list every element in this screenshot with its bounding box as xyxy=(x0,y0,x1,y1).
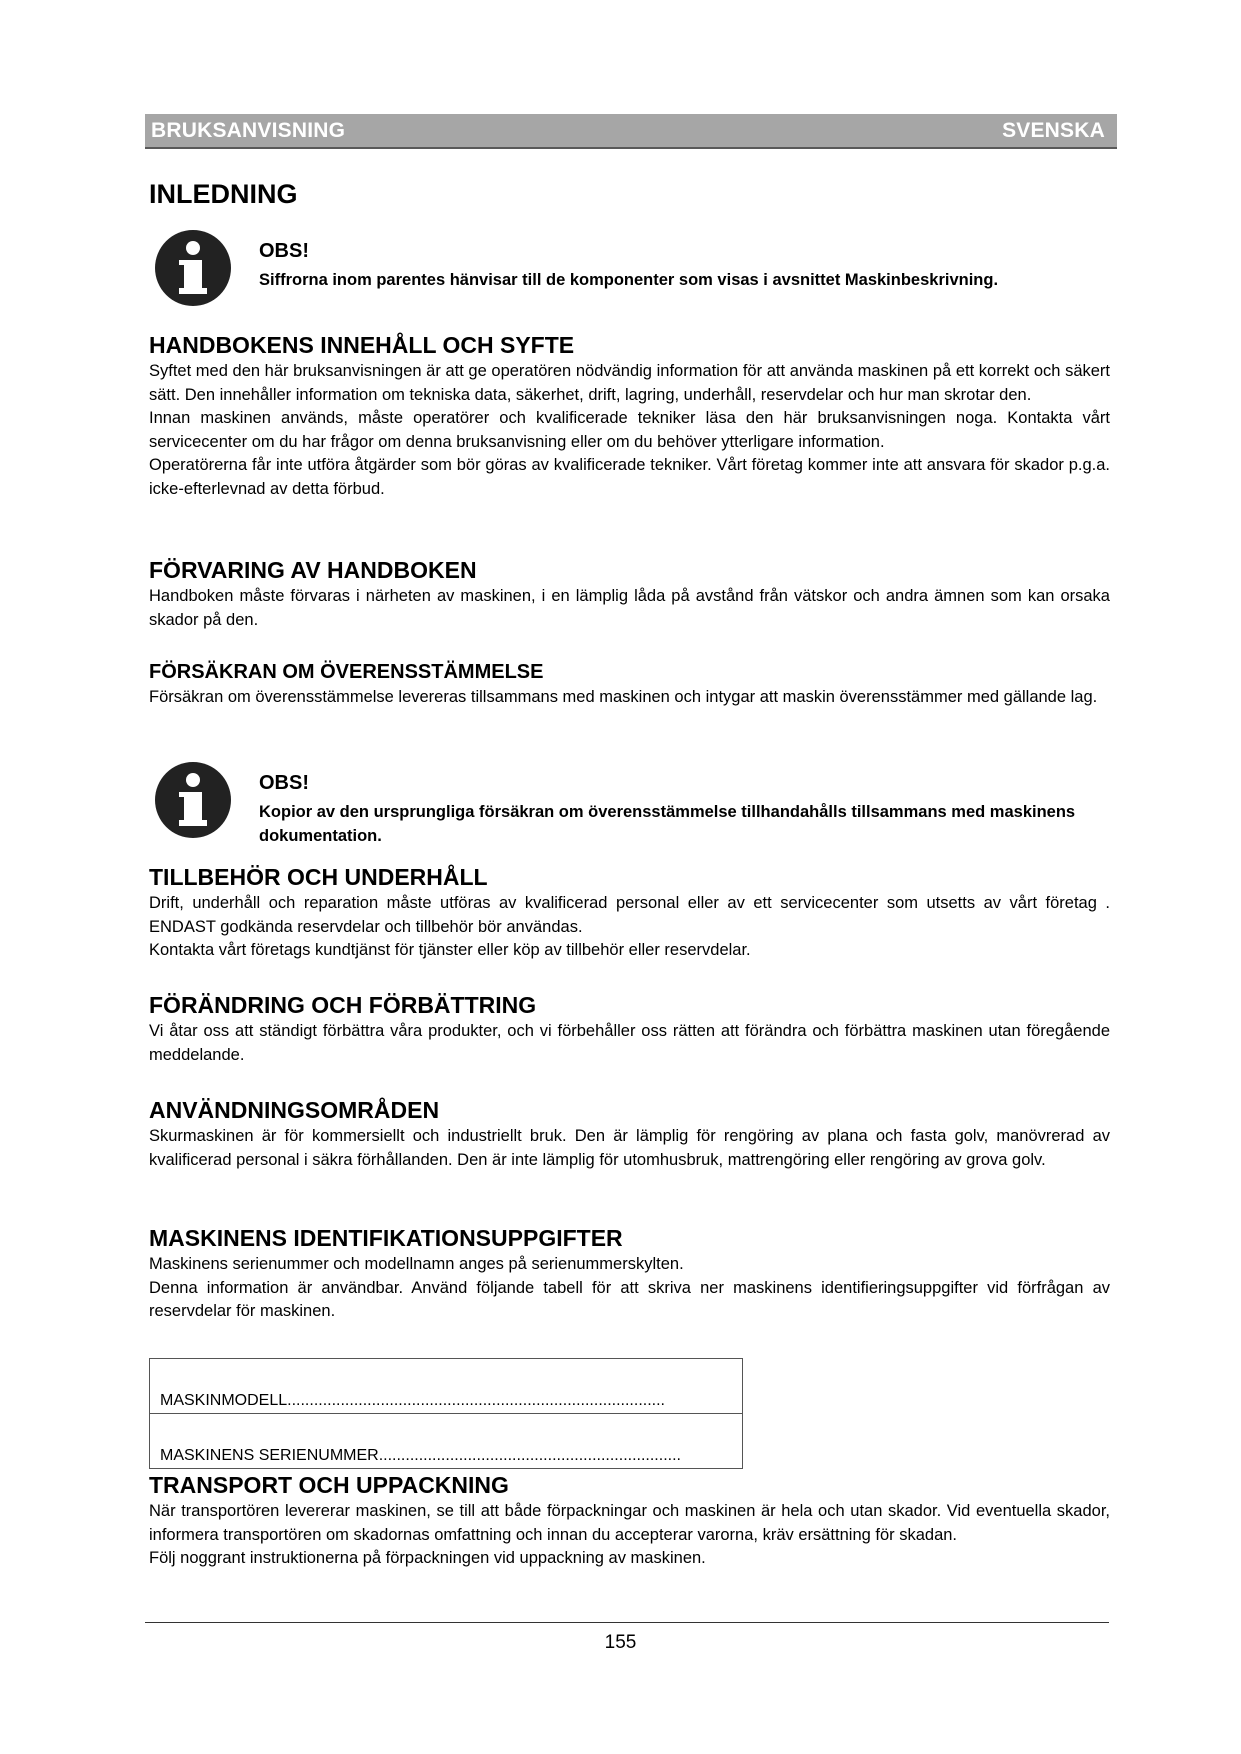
paragraph: Kontakta vårt företags kundtjänst för tjänster eller köp av tillbehör eller reservdelar. xyxy=(149,941,751,959)
paragraph: Operatörerna får inte utföra åtgärder som bör göras av kvalificerade tekniker. Vårt företag kommer inte att ansvara för skador p.g.a. icke-efterlevnad av detta förbud. xyxy=(149,456,1110,498)
section-heading: FÖRVARING AV HANDBOKEN xyxy=(149,557,477,583)
table-row xyxy=(150,1359,743,1414)
section-transport xyxy=(149,1470,1110,1571)
note-text: Kopior av den ursprungliga försäkran om överensstämmelse tillhandahålls tillsammans med maskinens dokumentation. xyxy=(259,803,1076,845)
machine-model-cell[interactable]: MASKINMODELL..................................................................................... xyxy=(150,1359,743,1414)
document-header-bar xyxy=(145,114,1117,149)
info-icon xyxy=(153,228,233,308)
page-number: 155 xyxy=(604,1632,637,1653)
note-text: Siffrorna inom parentes hänvisar till de komponenter som visas i avsnittet Maskinbeskrivning. xyxy=(259,271,999,289)
identification-table xyxy=(149,1358,743,1469)
note-box xyxy=(153,228,1113,312)
paragraph: Denna information är användbar. Använd följande tabell för att skriva ner maskinens identifieringsuppgifter vid förfrågan av reservdelar för maskinen. xyxy=(149,1278,1110,1320)
paragraph: När transportören levererar maskinen, se till att både förpackningar och maskinen är hela och utan skador. Vid eventuella skador, informera transportören om skadornas omfattning och innan du accepterar varorna, kräv ersättning för skadan. xyxy=(149,1502,1110,1544)
paragraph: Skurmaskinen är för kommersiellt och industriellt bruk. Den är lämplig för rengöring av plana och fasta golv, manövrerad av kvalificerad personal i säkra förhållanden. Den är inte lämplig för utomhusbruk, mattrengöring eller rengöring av grova golv. xyxy=(149,1127,1110,1169)
paragraph: Försäkran om överensstämmelse levereras tillsammans med maskinen och intygar att maskin överensstämmer med gällande lag. xyxy=(149,688,1098,706)
info-icon xyxy=(153,760,233,840)
section-handbok xyxy=(149,330,1110,501)
note-label: OBS! xyxy=(259,240,309,262)
footer-divider xyxy=(145,1622,1109,1623)
section-heading: FÖRÄNDRING OCH FÖRBÄTTRING xyxy=(149,992,537,1018)
section-forsakran xyxy=(149,658,1110,710)
section-forandring xyxy=(149,990,1110,1067)
paragraph: Följ noggrant instruktionerna på förpackningen vid uppackning av maskinen. xyxy=(149,1549,706,1567)
section-anvandning xyxy=(149,1095,1110,1172)
table-row xyxy=(150,1414,743,1469)
note-label: OBS! xyxy=(259,772,309,794)
paragraph: Vi åtar oss att ständigt förbättra våra produkter, och vi förbehåller oss rätten att förändra och förbättra maskinen utan föregående meddelande. xyxy=(149,1022,1110,1064)
page-title: INLEDNING xyxy=(149,179,298,209)
paragraph: Innan maskinen används, måste operatörer och kvalificerade tekniker läsa den här bruksanvisningen noga. Kontakta vårt servicecenter om du har frågor om denna bruksanvisning eller om du behöver ytterligare information. xyxy=(149,409,1110,451)
serial-number-cell[interactable]: MASKINENS SERIENUMMER.................................................................... xyxy=(150,1414,743,1469)
header-left-label: BRUKSANVISNING xyxy=(151,118,346,142)
section-heading: ANVÄNDNINGSOMRÅDEN xyxy=(149,1097,440,1123)
section-heading: TILLBEHÖR OCH UNDERHÅLL xyxy=(149,864,488,890)
section-forvaring xyxy=(149,555,1110,632)
section-heading: FÖRSÄKRAN OM ÖVERENSSTÄMMELSE xyxy=(149,661,544,683)
section-heading: MASKINENS IDENTIFIKATIONSUPPGIFTER xyxy=(149,1225,623,1251)
header-right-label: SVENSKA xyxy=(1002,118,1105,142)
note-box xyxy=(153,760,1113,844)
section-tillbehor xyxy=(149,862,1110,963)
section-heading: TRANSPORT OCH UPPACKNING xyxy=(149,1472,509,1498)
section-heading: HANDBOKENS INNEHÅLL OCH SYFTE xyxy=(149,332,575,358)
paragraph: Syftet med den här bruksanvisningen är att ge operatören nödvändig information för att använda maskinen på ett korrekt och säkert sätt. Den innehåller information om tekniska data, säkerhet, drift, lagring, underhåll, reservdelar och hur man skrotar den. xyxy=(149,362,1110,404)
paragraph: Drift, underhåll och reparation måste utföras av kvalificerad personal eller av ett servicecenter som utsetts av vårt företag . ENDAST godkända reservdelar och tillbehör bör användas. xyxy=(149,894,1110,936)
paragraph: Handboken måste förvaras i närheten av maskinen, i en lämplig låda på avstånd från vätskor och andra ämnen som kan orsaka skador på den. xyxy=(149,587,1110,629)
section-identifikation xyxy=(149,1223,1110,1324)
paragraph: Maskinens serienummer och modellnamn anges på serienummerskylten. xyxy=(149,1255,684,1273)
